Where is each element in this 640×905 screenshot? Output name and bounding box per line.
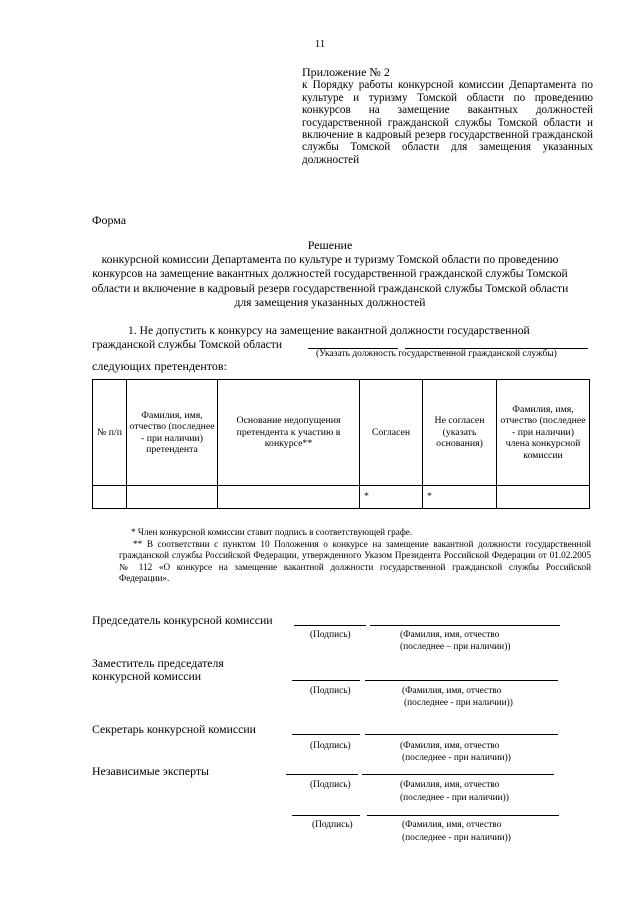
table-row [93, 486, 590, 509]
name-caption-2: (последнее – при наличии)) [400, 642, 511, 652]
decision-body: конкурсной комиссии Департамента по культуре и туризму Томской области по проведению конкурсов на замещение вакантных должностей государственной гражданской службы Томской области и включение в кадровый резерв государственной гражданской службы Томской области для замещения указанных должностей [91, 253, 569, 310]
secretary-label: Секретарь конкурсной комиссии [92, 722, 256, 736]
applicants-table [92, 379, 590, 509]
signature-caption: (Подпись) [310, 630, 351, 640]
footnote-2: ** В соответствии с пунктом 10 Положения о конкурсе на замещение вакантной должности государственной гражданской службы Российской Федерации, утвержденного Указом Президента Российской Федерации от 01.02.2005 № 112 «О конкурсе на замещение вакантной должности государственной гражданской службы Российской Федерации». [119, 538, 591, 584]
table-header-row [93, 380, 590, 486]
decision-title: Решение [307, 238, 353, 252]
signature-line [292, 815, 360, 816]
signature-line [292, 734, 360, 735]
table-cell [127, 486, 218, 509]
signature-caption: (Подпись) [312, 820, 353, 830]
table-header-cell: № п/п [93, 380, 127, 486]
experts-label: Независимые эксперты [92, 764, 209, 778]
table-header-cell: Фамилия, имя, отчество (последнее - при наличии) претендента [127, 380, 218, 486]
name-caption-1: (Фамилия, имя, отчество [402, 820, 502, 830]
table-cell [218, 486, 360, 509]
following-applicants: следующих претендентов: [92, 359, 227, 373]
signature-line [286, 774, 358, 775]
table-cell [93, 486, 127, 509]
signature-line [294, 625, 366, 626]
annex-text: к Порядку работы конкурсной комиссии Департамента по культуре и туризму Томской области по проведению конкурсов на замещение вакантных должностей государственной гражданской службы Томской области и включение в кадровый резерв государственной гражданской службы Томской области для замещения указанных должностей [302, 79, 593, 166]
name-caption-2: (последнее - при наличии)) [402, 753, 511, 763]
annex-block [302, 66, 593, 166]
name-line [362, 774, 554, 775]
page-number: 11 [314, 38, 326, 50]
table-header-cell: Согласен [360, 380, 423, 486]
position-caption: (Указать должность государственной гражданской службы) [316, 349, 557, 359]
signature-line [292, 680, 360, 681]
signature-caption: (Подпись) [310, 686, 351, 696]
name-caption-1: (Фамилия, имя, отчество [400, 780, 500, 790]
name-caption-2: (последнее - при наличии)) [402, 833, 511, 843]
table-cell: * [423, 486, 497, 509]
signature-caption: (Подпись) [310, 741, 351, 751]
name-line [367, 815, 559, 816]
footnotes [119, 527, 591, 585]
signature-caption: (Подпись) [310, 780, 351, 790]
annex-title: Приложение № 2 [302, 65, 390, 79]
name-caption-2: (последнее - при наличии)) [404, 698, 513, 708]
point-1-text: 1. Не допустить к конкурсу на замещение вакантной должности государственной гражданской службы Томской области [92, 324, 530, 351]
table-cell [497, 486, 590, 509]
deputy-label-2: конкурсной комиссии [92, 669, 202, 683]
form-label: Форма [92, 213, 127, 227]
chairman-label: Председатель конкурсной комиссии [92, 613, 273, 627]
table-header-cell: Основание недопущения претендента к участию в конкурсе** [218, 380, 360, 486]
footnote-1: * Член конкурсной комиссии ставит подпись в соответствующей графе. [131, 527, 413, 537]
name-line [365, 734, 558, 735]
name-caption-1: (Фамилия, имя, отчество [402, 686, 502, 696]
name-caption-1: (Фамилия, имя, отчество [400, 741, 500, 751]
name-line [365, 680, 558, 681]
name-caption-1: (Фамилия, имя, отчество [400, 630, 500, 640]
table-header-cell: Не согласен (указать основания) [423, 380, 497, 486]
deputy-label-1: Заместитель председателя [92, 656, 224, 670]
name-line [370, 625, 560, 626]
name-caption-2: (последнее - при наличии)) [400, 793, 509, 803]
table-header-cell: Фамилия, имя, отчество (последнее - при наличии) члена конкурсной комиссии [497, 380, 590, 486]
table-cell: * [360, 486, 423, 509]
